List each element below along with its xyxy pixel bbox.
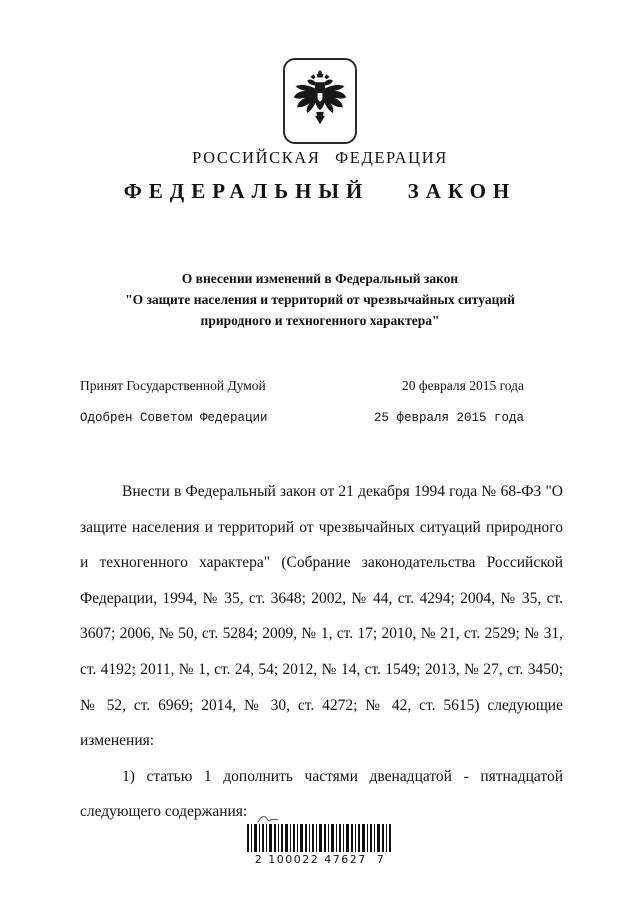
law-title-line-1: О внесении изменений в Федеральный закон	[181, 271, 459, 286]
adopted-row	[80, 378, 524, 394]
approved-by-label: Одобрен Советом Федерации	[80, 411, 268, 425]
russian-coat-of-arms-icon	[292, 68, 348, 135]
coat-of-arms-frame	[283, 58, 357, 144]
approved-row	[80, 411, 524, 425]
law-title-line-3: природного и техногенного характера"	[200, 313, 440, 328]
country-title: РОССИЙСКАЯ ФЕДЕРАЦИЯ	[192, 148, 448, 167]
barcode-block	[247, 814, 393, 866]
adoption-block	[80, 378, 524, 425]
approved-date: 25 февраля 2015 года	[373, 411, 524, 425]
law-title-line-2: "О защите населения и территорий от чрезвычайных ситуаций	[125, 292, 515, 307]
barcode-icon	[247, 824, 393, 852]
law-body	[80, 474, 563, 830]
adopted-by-label: Принят Государственной Думой	[80, 378, 266, 393]
pen-mark-icon	[257, 814, 279, 824]
body-paragraph-1: Внести в Федеральный закон от 21 декабря 1994 года № 68-ФЗ "О защите населения и территорий от чрезвычайных ситуаций природного и техногенного характера" (Собрание законодательства Российской Федерации, 1994, № 35, ст. 3648; 2002, № 44, ст. 4294; 2004, № 35, ст. 3607; 2006, № 50, ст. 5284; 2009, № 1, ст. 17; 2010, № 21, ст. 2529; № 31, ст. 4192; 2011, № 1, ст. 24, 54; 2012, № 14, ст. 1549; 2013, № 27, ст. 3450; № 52, ст. 6969; 2014, № 30, ст. 4272; № 42, ст. 5615) следующие изменения:	[80, 483, 563, 750]
document-type-title: ФЕДЕРАЛЬНЫЙ ЗАКОН	[123, 179, 517, 203]
adopted-date: 20 февраля 2015 года	[402, 378, 524, 393]
barcode-number: 2 100022 47627 7	[254, 853, 386, 866]
body-paragraph-2: 1) статью 1 дополнить частями двенадцатой - пятнадцатой следующего содержания:	[80, 767, 563, 821]
law-title	[55, 268, 585, 331]
